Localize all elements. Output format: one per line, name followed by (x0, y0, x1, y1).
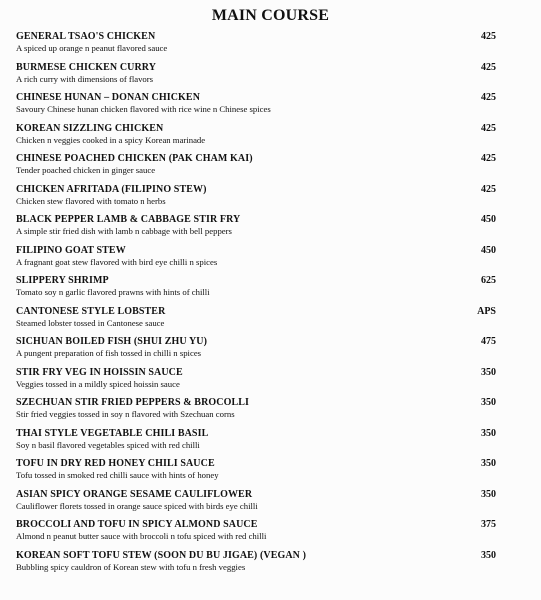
menu-item (16, 214, 526, 245)
menu-item (16, 550, 526, 581)
menu-item-description: Almond n peanut butter sauce with broccoli n tofu spiced with red chilli (16, 531, 267, 541)
menu-item-price: 350 (481, 549, 496, 561)
menu-item-name: CANTONESE STYLE LOBSTER (16, 305, 166, 317)
menu-item-name: ASIAN SPICY ORANGE SESAME CAULIFLOWER (16, 488, 253, 500)
menu-item-description: A fragnant goat stew flavored with bird eye chilli n spices (16, 256, 218, 267)
menu-item-price: 425 (481, 31, 496, 42)
menu-item (16, 62, 526, 93)
menu-item-description: Tender poached chicken in ginger sauce (16, 165, 156, 175)
menu-item-name: GENERAL TSAO'S CHICKEN (16, 31, 156, 42)
menu-item-description: A simple stir fried dish with lamb n cabbage with bell peppers (16, 226, 232, 236)
menu-item-price: 425 (481, 122, 496, 134)
menu-item (16, 489, 526, 520)
menu-item-name: FILIPINO GOAT STEW (16, 244, 126, 256)
menu-item-price: 425 (481, 61, 496, 73)
menu-item-name: TOFU IN DRY RED HONEY CHILI SAUCE (16, 458, 215, 469)
menu-item-name: STIR FRY VEG IN HOISSIN SAUCE (16, 366, 183, 378)
menu-item (16, 123, 526, 154)
menu-item (16, 336, 526, 367)
menu-item-price: 475 (481, 336, 496, 347)
menu-item-description: A pungent preparation of fish tossed in chilli n spices (16, 348, 202, 358)
menu-item-description: Tomato soy n garlic flavored prawns with hints of chilli (16, 287, 210, 297)
menu-item (16, 184, 526, 215)
menu-item-name: SZECHUAN STIR FRIED PEPPERS & BROCOLLI (16, 397, 250, 408)
menu-item-description: Savoury Chinese hunan chicken flavored with rice wine n Chinese spices (16, 104, 271, 114)
menu-item-name: BURMESE CHICKEN CURRY (16, 61, 157, 73)
menu-item-price: 425 (481, 92, 496, 103)
menu-items-list (16, 31, 526, 580)
menu-item-description: Chicken stew flavored with tomato n herbs (16, 195, 166, 206)
menu-item-description: Bubbling spicy cauldron of Korean stew with tofu n fresh veggies (16, 561, 246, 572)
menu-item-price: 350 (481, 427, 496, 439)
section-title: MAIN COURSE (211, 7, 330, 24)
menu-item (16, 31, 526, 62)
menu-item-description: Steamed lobster tossed in Cantonese sauce (16, 317, 165, 328)
menu-item (16, 306, 526, 337)
menu-item-price: 450 (481, 214, 496, 225)
menu-item-description: Tofu tossed in smoked red chilli sauce with hints of honey (16, 470, 219, 480)
menu-item-price: 350 (481, 458, 496, 469)
menu-item-description: Cauliflower florets tossed in orange sauce spiced with birds eye chilli (16, 500, 258, 511)
menu-item-description: Veggies tossed in a mildly spiced hoissin sauce (16, 378, 180, 389)
menu-item-description: A rich curry with dimensions of flavors (16, 73, 154, 84)
menu-item (16, 428, 526, 459)
menu-item-price: 425 (481, 183, 496, 195)
menu-item-name: THAI STYLE VEGETABLE CHILI BASIL (16, 427, 209, 439)
menu-item-price: 375 (481, 519, 496, 530)
menu-item-price: 350 (481, 488, 496, 500)
menu-item-description: A spiced up orange n peanut flavored sauce (16, 43, 168, 53)
menu-item (16, 92, 526, 123)
menu-item-description: Chicken n veggies cooked in a spicy Korean marinade (16, 134, 206, 145)
menu-item-price: 350 (481, 366, 496, 378)
menu-item-name: KOREAN SIZZLING CHICKEN (16, 122, 164, 134)
menu-item-name: KOREAN SOFT TOFU STEW (SOON DU BU JIGAE) (VEGAN ) (16, 549, 307, 561)
menu-item (16, 275, 526, 306)
menu-item-name: CHINESE HUNAN – DONAN CHICKEN (16, 92, 201, 103)
menu-item-price: APS (477, 305, 496, 317)
menu-item-description: Soy n basil flavored vegetables spiced with red chilli (16, 439, 200, 450)
menu-item-name: BROCCOLI AND TOFU IN SPICY ALMOND SAUCE (16, 519, 258, 530)
menu-item-price: 450 (481, 244, 496, 256)
menu-item (16, 519, 526, 550)
menu-item-name: SICHUAN BOILED FISH (SHUI ZHU YU) (16, 336, 208, 347)
menu-item-name: BLACK PEPPER LAMB & CABBAGE STIR FRY (16, 214, 241, 225)
menu-item-price: 625 (481, 275, 496, 286)
menu-item-name: SLIPPERY SHRIMP (16, 275, 109, 286)
menu-item-description: Stir fried veggies tossed in soy n flavored with Szechuan corns (16, 409, 235, 419)
menu-item (16, 458, 526, 489)
menu-item-price: 425 (481, 153, 496, 164)
menu-item-price: 350 (481, 397, 496, 408)
menu-item (16, 153, 526, 184)
menu-item-name: CHICKEN AFRITADA (FILIPINO STEW) (16, 183, 207, 195)
menu-item (16, 367, 526, 398)
menu-item (16, 397, 526, 428)
menu-item (16, 245, 526, 276)
menu-item-name: CHINESE POACHED CHICKEN (PAK CHAM KAI) (16, 153, 253, 164)
